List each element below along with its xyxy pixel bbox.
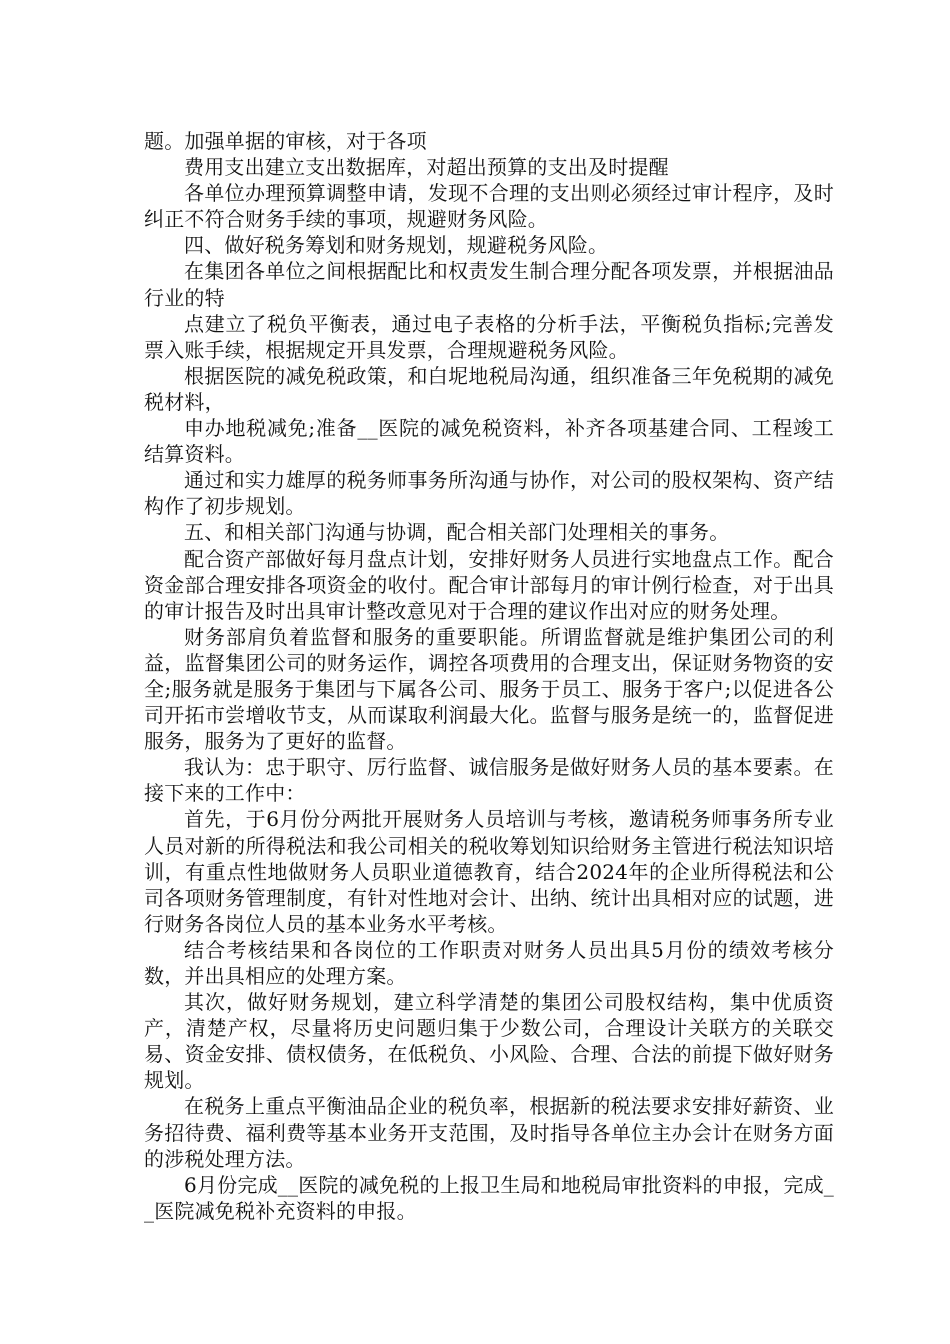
paragraph-9: 通过和实力雄厚的税务师事务所沟通与协作，对公司的股权架构、资产结构作了初步规划。 [144,468,834,519]
paragraph-12: 财务部肩负着监督和服务的重要职能。所谓监督就是维护集团公司的利益，监督集团公司的财务运作，调控各项费用的合理支出，保证财务物资的安全;服务就是服务于集团与下属各公司、服务于员工、服务于客户;以促进各公司开拓市尝增收节支，从而谋取利润最大化。监督与服务是统一的，监督促进服务，服务为了更好的监督。 [144,624,834,754]
section-heading-5: 五、和相关部门沟通与协调，配合相关部门处理相关的事务。 [184,520,730,545]
section-heading-4: 四、做好税务筹划和财务规划，规避税务风险。 [184,233,609,258]
paragraph-6: 点建立了税负平衡表，通过电子表格的分析手法，平衡税负指标;完善发票入账手续，根据规定开具发票，合理规避税务风险。 [144,311,834,362]
paragraph-16: 其次，做好财务规划，建立科学清楚的集团公司股权结构，集中优质资产，清楚产权，尽量将历史问题归集于少数公司，合理设计关联方的关联交易、资金安排、债权债务，在低税负、小风险、合理、合法的前提下做好财务规划。 [144,990,834,1093]
paragraph-8: 申办地税减免;准备__医院的减免税资料，补齐各项基建合同、工程竣工结算资料。 [144,416,834,467]
paragraph-3: 各单位办理预算调整申请，发现不合理的支出则必须经过审计程序，及时纠正不符合财务手续的事项，规避财务风险。 [144,181,834,232]
paragraph-11: 配合资产部做好每月盘点计划，安排好财务人员进行实地盘点工作。配合资金部合理安排各项资金的收付。配合审计部每月的审计例行检查，对于出具的审计报告及时出具审计整改意见对于合理的建议作出对应的财务处理。 [144,546,834,623]
paragraph-1: 题。加强单据的审核，对于各项 [144,129,427,153]
paragraph-15: 结合考核结果和各岗位的工作职责对财务人员出具5月份的绩效考核分数，并出具相应的处理方案。 [144,937,834,988]
paragraph-18: 6月份完成__医院的减免税的上报卫生局和地税局审批资料的申报，完成__医院减免税补充资料的申报。 [144,1172,834,1223]
paragraph-14: 首先，于6月份分两批开展财务人员培训与考核，邀请税务师事务所专业人员对新的所得税法和我公司相关的税收筹划知识给财务主管进行税法知识培训，有重点性地做财务人员职业道德教育，结合2024年的企业所得税法和公司各项财务管理制度，有针对性地对会计、出纳、统计出具相对应的试题，进行财务各岗位人员的基本业务水平考核。 [144,807,834,936]
paragraph-7: 根据医院的减免税政策，和白坭地税局沟通，组织准备三年免税期的减免税材料， [144,363,834,414]
paragraph-2: 费用支出建立支出数据库，对超出预算的支出及时提醒 [184,155,669,180]
paragraph-13: 我认为：忠于职守、厉行监督、诚信服务是做好财务人员的基本要素。在接下来的工作中： [144,755,834,806]
document-body [144,128,834,1224]
paragraph-5: 在集团各单位之间根据配比和权责发生制合理分配各项发票，并根据油品行业的特 [144,259,834,310]
paragraph-17: 在税务上重点平衡油品企业的税负率，根据新的税法要求安排好薪资、业务招待费、福利费等基本业务开支范围，及时指导各单位主办会计在财务方面的涉税处理方法。 [144,1094,834,1171]
